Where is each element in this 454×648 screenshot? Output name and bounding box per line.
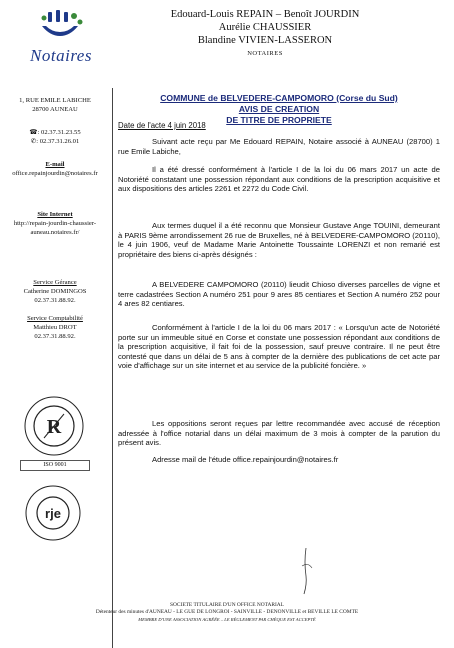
paragraph-notoriete: Il a été dressé conformément à l'article I de la loi du 06 mars 2017 un acte de Notoriété constatant une possession répondant aux conditions de la prescription acquisitive et aux dispositions des articles 2261 et 2272 du Code Civil. (118, 165, 440, 193)
rje-text: rje (45, 506, 61, 521)
compta-block (2, 314, 108, 341)
phone-number: ☎: 02.37.31.23.55 (29, 129, 81, 136)
names-line-3: Blandine VIVIEN-LASSERON (197, 35, 333, 46)
address-block (2, 96, 108, 114)
signature-mark-icon (276, 546, 336, 596)
certification-seal-icon (22, 394, 86, 458)
iso-label: ISO 9001 (20, 460, 90, 471)
title-avis: AVIS DE CREATION (238, 104, 320, 114)
role-label: NOTAIRES (247, 50, 283, 57)
email-block (2, 160, 108, 178)
act-date: Date de l'acte 4 juin 2018 (118, 121, 206, 130)
logo-wordmark: Notaires (30, 46, 92, 65)
title-commune: COMMUNE de BELVEDERE-CAMPOMORO (Corse du Sud) (160, 93, 398, 103)
rje-seal-icon (24, 484, 82, 542)
footer (0, 602, 454, 623)
footer-line-3: MEMBRE D'UNE ASSOCIATION AGRÉÉE – LE RÈGLEMENT PAR CHÈQUE EST ACCEPTÉ (138, 617, 316, 622)
gerance-label: Service Gérance (33, 279, 77, 286)
address-line-2: 28700 AUNEAU (32, 106, 78, 113)
paragraph-law: Conformément à l'article I de la loi du 06 mars 2017 : « Lorsqu'un acte de Notoriété porte sur un immeuble situé en Corse et constate une possession répondant aux conditions de la prescription acquisitive, il fait foi de la possession, sauf preuve contraire. Il ne peut être contesté que dans un délai de 5 ans à compter de la dernière des publications de cet acte par voie d'affichage sur un site internet et au service de la publicité foncière. » (118, 323, 440, 370)
footer-line-2: Détenteur des minutes d'AUNEAU - LE GUE DE LONGROI - SAINVILLE - DENONVILLE et BEVILLE LE COMTE (95, 609, 359, 615)
compta-phone: 02.37.31.88.92. (34, 333, 76, 340)
paragraph-oppositions: Les oppositions seront reçues par lettre recommandée avec accusé de réception adressée à l'office notarial dans un délai maximum de 3 mois à compter de la parution du présent avis. (118, 419, 440, 447)
gerance-block (2, 278, 108, 305)
title-titre: DE TITRE DE PROPRIETE (226, 115, 332, 125)
website-url-2[interactable]: auneau.notaires.fr/ (30, 229, 80, 236)
gerance-phone: 02.37.31.88.92. (34, 297, 76, 304)
gerance-name: Catherine DOMINGOS (23, 288, 87, 295)
paragraph-owner: Aux termes duquel il a été reconnu que Monsieur Gustave Ange TOUINI, demeurant à PARIS 9ème arrondissement 26 rue de Bruxelles, né à BELVEDERE-CAMPOMORO (20110), le 4 juin 1906, veuf de Madame Marie Antoinette Toussainte LORENZI et non remarié est propriétaire des biens ci-après désignés : (118, 221, 440, 259)
compta-name: Matthieu DROT (33, 324, 77, 331)
email-label: E-mail (45, 161, 65, 168)
address-line-1: 1, RUE EMILE LABICHE (19, 97, 91, 104)
email-address[interactable]: office.repainjourdin@notaires.fr (12, 170, 98, 177)
phone-block (2, 128, 108, 146)
column-divider (112, 88, 113, 648)
fax-number: ✆: 02.37.31.26.01 (30, 138, 80, 145)
compta-label: Service Comptabilité (27, 315, 83, 322)
svg-text:R: R (46, 416, 62, 438)
paragraph-parcels: A BELVEDERE CAMPOMORO (20110) lieudit Chioso diverses parcelles de vigne et terre cadastrées Section A numéro 251 pour 9 ares 85 centiares et Section A numéro 252 pour 4 ares 82 centiares. (118, 280, 440, 308)
names-line-1: Edouard-Louis REPAIN – Benoît JOURDIN (170, 9, 360, 20)
paragraph-email: Adresse mail de l'étude office.repainjourdin@notaires.fr (152, 455, 339, 464)
website-label: Site Internet (37, 211, 73, 218)
website-url-1[interactable]: http://repain-jourdin-chaussier- (13, 220, 97, 227)
notary-names (120, 8, 410, 60)
names-line-2: Aurélie CHAUSSIER (218, 22, 312, 33)
website-block (2, 210, 108, 237)
footer-line-1: SOCIETE TITULAIRE D'UN OFFICE NOTARIAL (170, 602, 284, 608)
paragraph-intro: Suivant acte reçu par Me Edouard REPAIN, Notaire associé à AUNEAU (28700) 1 rue Emile Labiche, (118, 137, 440, 156)
